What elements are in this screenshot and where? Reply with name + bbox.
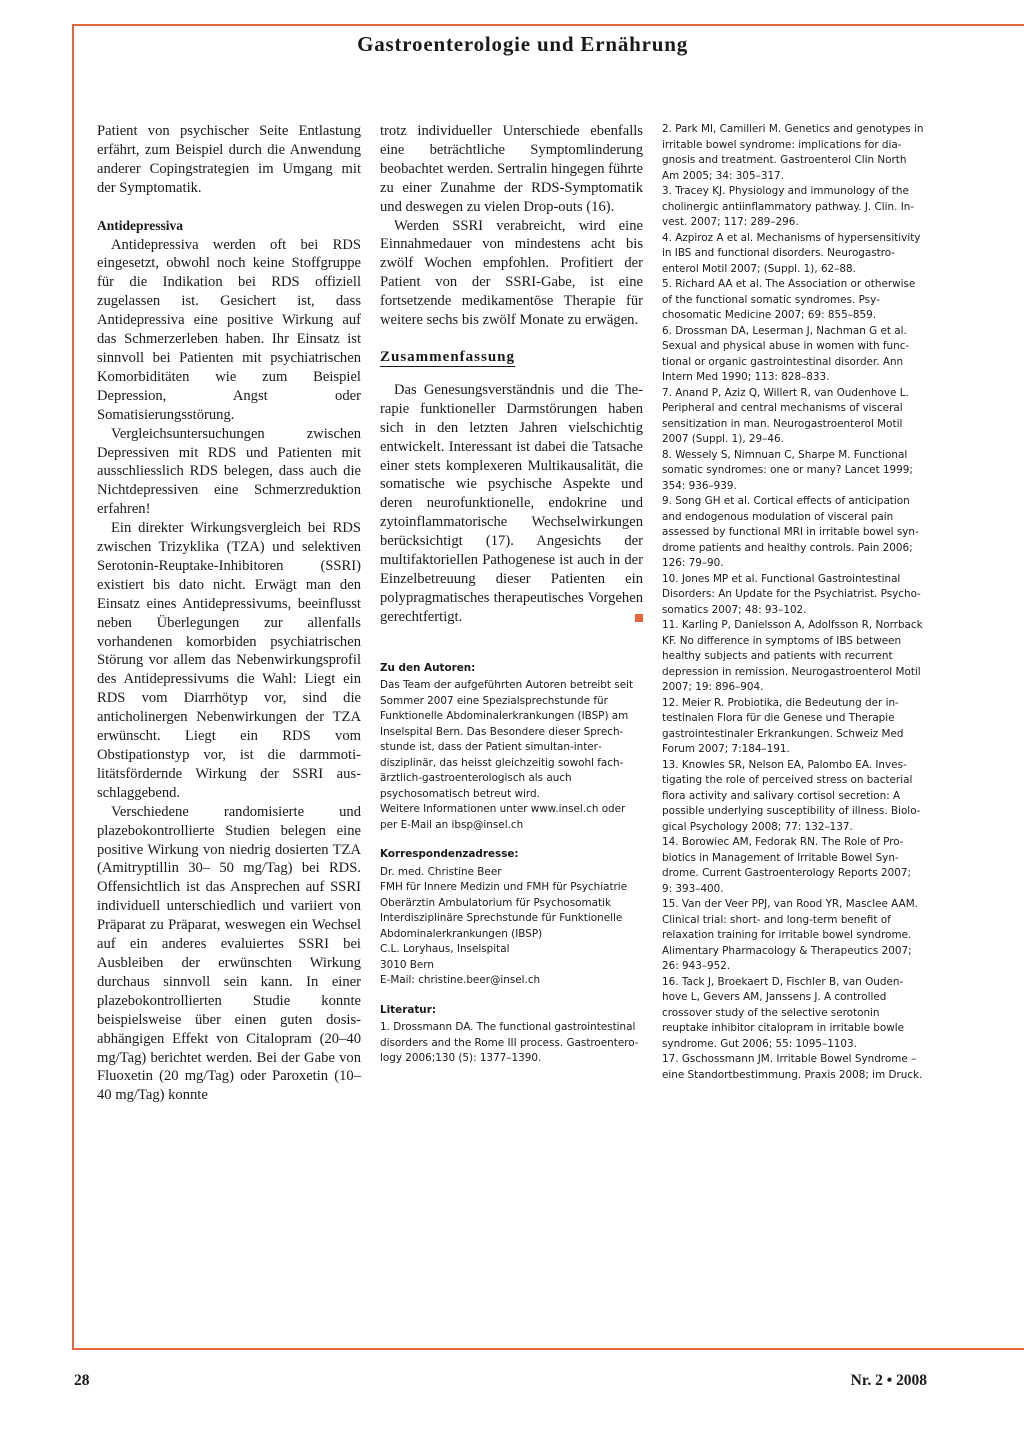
end-of-article-marker xyxy=(635,614,643,622)
subheading-antidepressiva: Antidepressiva xyxy=(97,217,184,233)
reference-item: 12. Meier R. Probiotika, die Bedeutung der intestinalen Flora für die Genese und Therapie gastrointestinaler Erkrankungen. Schweiz Med Forum 2007; 7:184–191. xyxy=(662,696,904,755)
authors-text: Das Team der aufgeführten Autoren betreibt seit Sommer 2007 eine Spezialsprechstunde für Funktionelle Abdominalerkrankungen (IBSP) am Inselspital Bern. Das Besondere dieser Sprechstunde ist, dass der Patient simultan-interdisziplinär, das heisst gleichzeitig sowohl fachärztlich-gastroenterologisch als auch psychosomatisch betreut wird. xyxy=(380,679,634,800)
correspondence-line: 3010 Bern xyxy=(380,958,434,971)
intro-paragraph: Patient von psychischer Seite Entlastung erfährt, zum Beispiel durch die Anwendung anderer Copingstrategien im Umgang mit der Symptomatik. xyxy=(97,123,361,196)
correspondence-line: FMH für Innere Medizin und FMH für Psychiatrie xyxy=(380,881,628,894)
reference-item: 17. Gschossmann JM. Irritable Bowel Syndrome – eine Standortbestimmung. Praxis 2008; im Druck. xyxy=(662,1053,923,1081)
paragraph: Vergleichsuntersuchungen zwischen Depressiven mit RDS und Patienten mit ausschliesslich RDS belegen, dass auch die Nichtdepressiven eine Schmerzreduktion erfahren! xyxy=(97,425,361,518)
section-heading-summary: Zusammenfassung xyxy=(380,348,516,365)
reference-item: 6. Drossman DA, Leserman J, Nachman G et al. Sexual and physical abuse in women with functional or organic gastrointestinal disorder. Ann Intern Med 1990; 113: 828–833. xyxy=(662,324,910,383)
authors-label: Zu den Autoren: xyxy=(380,661,476,674)
authors-more-info: Weitere Informationen unter www.insel.ch oder per E-Mail an ibsp@insel.ch xyxy=(380,803,626,831)
reference-item: 8. Wessely S, Nimnuan C, Sharpe M. Functional somatic syndromes: one or many? Lancet 1999; 354: 936–939. xyxy=(662,448,913,492)
reference-item: 9. Song GH et al. Cortical effects of anticipation and endogenous modulation of visceral pain assessed by functional MRI in irritable bowel syndrome patients and healthy controls. Pain 2006; 126: 79–90. xyxy=(662,495,919,569)
references-column xyxy=(662,122,924,1083)
page-number: 28 xyxy=(74,1372,90,1389)
summary-paragraph: Das Genesungsverständnis und die Therapie funktioneller Darmstörungen haben sich in den letzten Jahren vielschichtig entwickelt. Interessant ist dabei die Tatsache einer stets komplexeren Multikausalität, die somatische wie psychische Aspekte und deren neurofunktionelle, endokrine und zytoinflammatorische Wechselwirkungen berücksichtigt (17). Angesichts der multifaktoriellen Pathogenese ist auch in der Einzelbetreuung dieser Patienten ein polypragmatisches therapeutisches Vorgehen gerechtfertigt. xyxy=(380,381,643,625)
reference-item: 5. Richard AA et al. The Association or otherwise of the functional somatic syndromes. Psychosomatic Medicine 2007; 69: 855–859. xyxy=(662,278,916,321)
paragraph: Ein direkter Wirkungsvergleich bei RDS zwischen Trizyklika (TZA) und selektiven Serotonin-Reuptake-Inhibitoren (SSRI) existiert bis dato nicht. Erwägt man den Einsatz eines Antidepressivums, beeinflusst neben Überlegungen zur allenfalls vorhandenen komorbiden psychiatrischen Störung vor allem das Nebenwirkungsprofil des Antidepressivums die Wahl: Liegt ein RDS vom Diarrhötyp vor, sind die anticholinergen Nebenwirkungen der TZA erwünscht. Liegt ein RDS vom Obstipationstyp vor, ist die darmmotilitätsfördernde Wirkung der SSRI ausschlaggebend. xyxy=(97,520,361,801)
authors-block xyxy=(380,661,643,1067)
reference-item: 10. Jones MP et al. Functional Gastrointestinal Disorders: An Update for the Psychiatrist. Psychosomatics 2007; 48: 93–102. xyxy=(662,572,921,616)
correspondence-line: Oberärztin Ambulatorium für Psychosomatik xyxy=(380,896,612,909)
reference-item: 16. Tack J, Broekaert D, Fischler B, van Oudenhove L, Gevers AM, Janssens J. A controlled crossover study of the selective serotonin reuptake inhibitor citalopram in irritable bowle syndrome. Gut 2006; 55: 1095–1103. xyxy=(662,975,905,1050)
paragraph: Antidepressiva werden oft bei RDS eingesetzt, obwohl noch keine Stoffgruppe für die Indikation bei RDS offiziell zugelassen ist. Gesichert ist, dass Antidepressiva eine positive Wirkung auf das Schmerzerleben haben. Ihr Einsatz ist sinnvoll bei Patienten mit psychiatrischen Komorbiditäten wie zum Beispiel Depression, Angst oder Somatisierungsstörung. xyxy=(97,236,361,423)
reference-item: 13. Knowles SR, Nelson EA, Palombo EA. Investigating the role of perceived stress on bacterial flora activity and salivary cortisol secretion: A possible underlying susceptibility of illness. Biological Psychology 2008; 77: 132–137. xyxy=(662,758,921,833)
paragraph: trotz individueller Unterschiede ebenfalls eine beträchtliche Symptomlinderung beobachtet werden. Sertralin hingegen führte zu einer Zunahme der RDS-Symptomatik und deswegen zu vielen Drop-outs (16). xyxy=(380,123,643,215)
correspondence-label: Korrespondenzadresse: xyxy=(380,848,519,861)
reference-item: 3. Tracey KJ. Physiology and immunology of the cholinergic antiinflammatory pathway. J. Clin. Invest. 2007; 117: 289–296. xyxy=(662,185,915,228)
paragraph: Verschiedene randomisierte und plazebokontrollierte Studien belegen eine positive Wirkung von niedrig dosierten TZA (Amitryptillin 30– 50 mg/Tag) bei RDS. Offensichtlich ist das Ansprechen auf SSRI individuell unterschiedlich und variiert von Präparat zu Präparat, weswegen ein Wechsel auf ein anderes evaluiertes SSRI bei Ausbleiben der erwünschten Wirkung durchaus sinnvoll sein kann. In einer plazebokontrollierten Studie konnte beispielsweise über einen guten dosisabhängigen Effekt von Citalopram (20–40 mg/Tag) berichtet werden. Bei der Gabe von Fluoxetin (20 mg/Tag) oder Paroxetin (10–40 mg/Tag) konnte xyxy=(97,803,361,1104)
correspondence-email: E-Mail: christine.beer@insel.ch xyxy=(380,974,541,987)
correspondence-line: C.L. Loryhaus, Inselspital xyxy=(380,943,510,956)
reference-item: 14. Borowiec AM, Fedorak RN. The Role of Probiotics in Management of Irritable Bowel Syndrome. Current Gastroenterology Reports 2007; 9: 393–400. xyxy=(662,836,911,895)
article-column-2 xyxy=(380,122,643,1067)
reference-item: 15. Van der Veer PPJ, van Rood YR, Masclee AAM. Clinical trial: short- and long-term benefit of relaxation training for irritable bowel syndrome. Alimentary Pharmacology & Therapeutics 2007; 26: 943–952. xyxy=(662,898,918,972)
correspondence-line: Dr. med. Christine Beer xyxy=(380,865,502,878)
journal-section-title: Gastroenterologie und Ernährung xyxy=(357,32,688,56)
literature-label: Literatur: xyxy=(380,1003,436,1016)
reference-item: 7. Anand P, Aziz Q, Willert R, van Oudenhove L. Peripheral and central mechanisms of visceral sensitization in man. Neurogastroenterol Motil 2007 (Suppl. 1), 29–46. xyxy=(662,386,909,445)
frame-bottom-rule xyxy=(72,1348,1024,1350)
issue-label: Nr. 2 • 2008 xyxy=(850,1372,927,1389)
reference-item: 2. Park MI, Camilleri M. Genetics and genotypes in irritable bowel syndrome: implications for diagnosis and treatment. Gastroenterol Clin North Am 2005; 34: 305–317. xyxy=(662,123,924,182)
reference-item: 4. Azpiroz A et al. Mechanisms of hypersensitivity in IBS and functional disorders. Neurogastroenterol Motil 2007; (Suppl. 1), 62–88. xyxy=(662,231,921,275)
reference-item: 11. Karling P, Danielsson A, Adolfsson R, Norrback KF. No difference in symptoms of IBS between healthy subjects and patients with recurrent depression in remission. Neurogastroenterol Motil 2007; 19: 896–904. xyxy=(662,619,923,693)
reference-item: 1. Drossmann DA. The functional gastrointestinal disorders and the Rome III process. Gastroenterology 2006;130 (5): 1377–1390. xyxy=(380,1021,639,1065)
correspondence-line: Interdisziplinäre Sprechstunde für Funktionelle Abdominalerkrankungen (IBSP) xyxy=(380,912,623,940)
frame-top-rule xyxy=(72,24,1024,26)
paragraph: Werden SSRI verabreicht, wird eine Einnahmedauer von mindestens acht bis zwölf Wochen empfohlen. Profitiert der Patient von der SSRI-Gabe, ist eine fortsetzende medikamentöse Therapie für weitere sechs bis zwölf Monate zu erwägen. xyxy=(380,217,643,329)
article-column-1 xyxy=(97,122,361,1105)
frame-left-rule xyxy=(72,24,74,1350)
